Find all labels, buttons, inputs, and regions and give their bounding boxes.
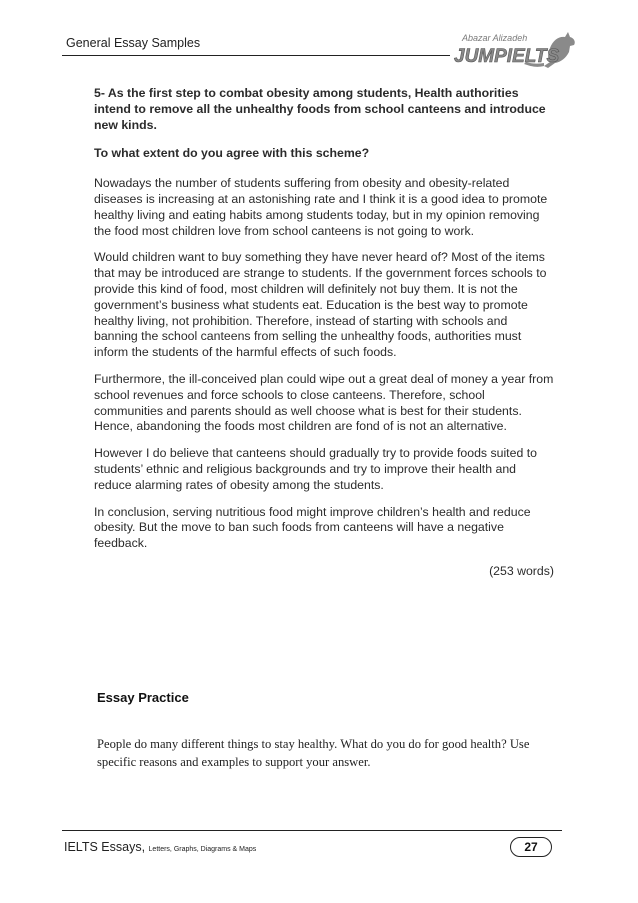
essay-prompt: To what extent do you agree with this scheme? <box>94 146 370 161</box>
essay-question: 5- As the first step to combat obesity among students, Health authorities intend to remove all the unhealthy foods from school canteens and introduce new kinds. <box>94 86 546 132</box>
essay-paragraph-3: Furthermore, the ill-conceived plan could wipe out a great deal of money a year from school revenues and force schools to close canteens. Therefore, school communities and parents should as well choose what is best for their students. Hence, abandoning the foods most children are fond of is not an alternative. <box>94 371 554 434</box>
essay-paragraph-4: However I do believe that canteens should gradually try to provide foods suited to students’ ethnic and religious backgrounds and try to improve their health and reduce alarming rates of obesity among the students. <box>94 446 537 492</box>
logo-author-text: Abazar Alizadeh <box>462 33 528 43</box>
logo-brand-text: JUMPIELTS <box>454 46 560 67</box>
word-count: (253 words) <box>489 563 554 578</box>
header-rule <box>62 55 450 56</box>
practice-body: People do many different things to stay healthy. What do you do for good health? Use specific reasons and examples to support your answer. <box>97 737 530 769</box>
essay-content <box>94 86 554 580</box>
footer-title: IELTS Essays, <box>64 840 146 854</box>
page-number-badge: 27 <box>510 837 552 857</box>
footer-text <box>64 840 256 854</box>
kangaroo-logo-graphic <box>452 28 582 76</box>
practice-title: Essay Practice <box>97 690 189 705</box>
header-title: General Essay Samples <box>66 36 201 50</box>
jumpielts-logo <box>452 28 582 76</box>
footer-rule <box>62 830 562 831</box>
essay-paragraph-2: Would children want to buy something they have never heard of? Most of the items that may be introduced are strange to students. If the government forces schools to provide this kind of food, most children will definitely not buy them. It is not the government’s business what students eat. Education is the best way to promote healthy living, not prohibition. Therefore, instead of starting with schools and banning the school canteens from selling the unhealthy foods, authorities must inform the students of the harmful effects of such foods. <box>94 250 547 360</box>
essay-paragraph-1: Nowadays the number of students suffering from obesity and obesity-related diseases is increasing at an astonishing rate and I think it is a good idea to promote healthy living and eating habits among students today, but in my opinion removing the food most children love from school canteens is not going to work. <box>94 176 548 238</box>
essay-paragraph-5: In conclusion, serving nutritious food might improve children’s health and reduce obesity. But the move to ban such foods from canteens will have a negative feedback. <box>94 504 531 551</box>
footer-subtitle: Letters, Graphs, Diagrams & Maps <box>148 846 257 853</box>
